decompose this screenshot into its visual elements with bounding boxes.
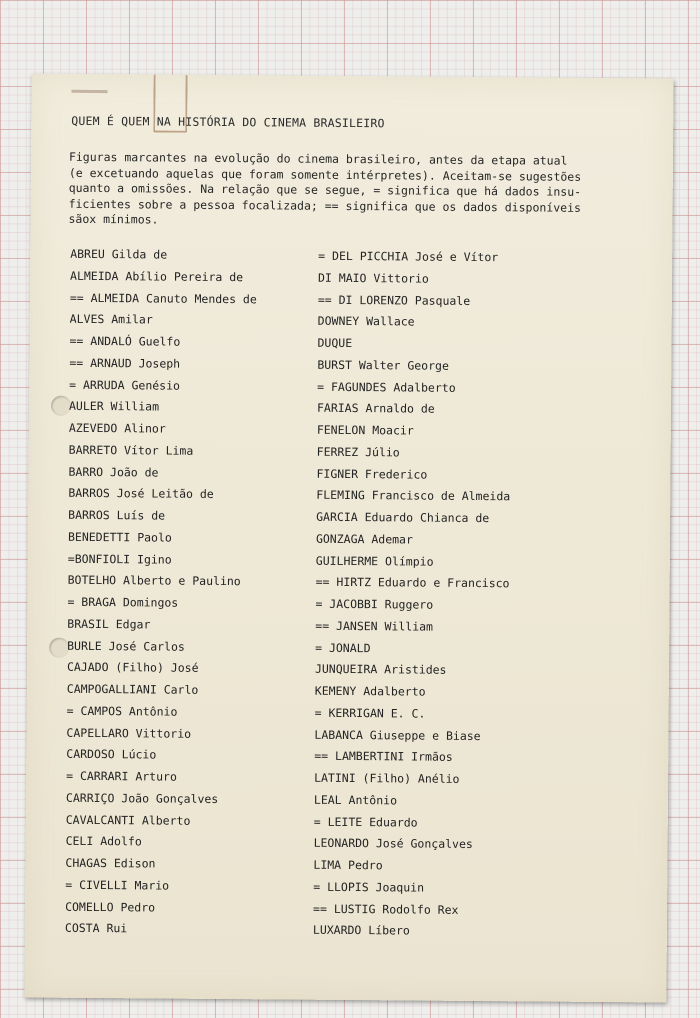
list-item: LEAL Antônio — [313, 792, 398, 808]
rust-stain — [71, 90, 107, 93]
list-item: = JONALD — [315, 640, 371, 655]
list-item: = CAMPOS Antônio — [66, 703, 178, 719]
list-item: FARIAS Arnaldo de — [316, 400, 435, 416]
list-item: == JANSEN William — [315, 618, 434, 634]
list-item: BARRO João de — [68, 464, 159, 480]
list-item: AULER William — [68, 399, 160, 414]
list-item: BOTELHO Alberto e Paulino — [67, 573, 241, 589]
list-item: DUQUE — [317, 335, 353, 351]
list-item: KEMENY Adalberto — [314, 683, 426, 699]
list-item: LABANCA Giuseppe e Biase — [314, 727, 481, 743]
list-item: LIMA Pedro — [313, 857, 383, 873]
list-item: = FAGUNDES Adalberto — [317, 379, 456, 395]
list-item: CARDOSO Lúcio — [66, 747, 157, 762]
list-item: = ARRUDA Genésio — [69, 377, 181, 393]
list-item: BURST Walter George — [317, 357, 449, 373]
list-item: LATINI (Filho) Anélio — [314, 770, 460, 786]
list-item: BENEDETTI Paolo — [67, 529, 172, 545]
list-item: = LEITE Eduardo — [313, 814, 418, 830]
intro-line: quanto a omissões. Na relação que se segue, = significa que há dados insu- — [68, 180, 582, 199]
intro-line: sãox mínimos. — [68, 211, 159, 227]
typed-document-sheet — [24, 73, 673, 1002]
list-item: GARCIA Eduardo Chianca de — [316, 509, 490, 526]
list-item: JUNQUEIRA Aristides — [314, 661, 447, 678]
list-item: = CIVELLI Mario — [65, 877, 170, 893]
list-item: ALVES Amilar — [69, 312, 153, 327]
names-list-right — [313, 246, 512, 944]
list-item: FERREZ Júlio — [316, 444, 400, 460]
list-item: = KERRIGAN E. C. — [314, 705, 426, 721]
document-title: QUEM É QUEM NA HISTÓRIA DO CINEMA BRASILEIRO — [71, 113, 385, 131]
list-item: CELI Adolfo — [65, 834, 142, 849]
list-item: CAJADO (Filho) José — [66, 660, 199, 676]
list-item: BARROS José Leitão de — [68, 486, 214, 502]
list-item: == ANDALÓ Guelfo — [69, 333, 181, 349]
list-item: == ALMEIDA Canuto Mendes de — [69, 290, 257, 306]
list-item: DOWNEY Wallace — [317, 313, 415, 329]
list-item: = JACOBBI Ruggero — [315, 596, 434, 612]
list-item: BARROS Luís de — [68, 507, 166, 523]
list-item: DI MAIO Vittorio — [317, 270, 429, 286]
list-item: BRASIL Edgar — [67, 616, 151, 632]
list-item: LUXARDO Líbero — [312, 922, 410, 938]
list-item: FENELON Moacir — [316, 422, 414, 438]
list-item: = DEL PICCHIA José e Vítor — [318, 248, 499, 265]
list-item: BURLE José Carlos — [67, 638, 185, 654]
list-item: COSTA Rui — [64, 921, 128, 936]
intro-line: ficientes sobre a pessoa focalizada; == significa que os dados disponíveis — [68, 196, 582, 215]
list-item: BARRETO Vítor Lima — [68, 442, 194, 458]
intro-line: (e excetuando aquelas que foram somente intérpretes). Aceitam-se sugestões — [68, 165, 582, 184]
list-item: == ARNAUD Joseph — [69, 355, 181, 371]
list-item: = LLOPIS Joaquin — [313, 879, 425, 895]
list-item: COMELLO Pedro — [65, 899, 156, 914]
list-item: = BRAGA Domingos — [67, 594, 179, 610]
list-item: GONZAGA Ademar — [315, 531, 413, 547]
list-item: == LAMBERTINI Irmãos — [314, 748, 453, 765]
list-item: CAVALCANTI Alberto — [65, 812, 191, 828]
list-item: GUILHERME Olímpio — [315, 553, 434, 569]
list-item: = CARRARI Arturo — [66, 768, 177, 784]
list-item: CAPELLARO Vittorio — [66, 725, 192, 741]
list-item: ABREU Gilda de — [70, 246, 168, 262]
list-item: == DI LORENZO Pasquale — [317, 292, 471, 308]
list-item: ALMEIDA Abílio Pereira de — [69, 268, 244, 284]
intro-paragraph — [68, 150, 649, 232]
list-item: == LUSTIG Rodolfo Rex — [313, 901, 459, 917]
list-item: CAMPOGALLIANI Carlo — [66, 681, 199, 697]
names-list-left — [65, 244, 257, 941]
list-item: FLEMING Francisco de Almeida — [316, 487, 511, 504]
list-item: AZEVEDO Alinor — [68, 420, 166, 436]
list-item: =BONFIOLI Igino — [67, 551, 172, 567]
list-item: == HIRTZ Eduardo e Francisco — [315, 574, 510, 591]
list-item: LEONARDO José Gonçalves — [313, 835, 473, 852]
list-item: CARRIÇO João Gonçalves — [65, 790, 219, 806]
list-item: FIGNER Frederico — [316, 466, 428, 482]
list-item: CHAGAS Edison — [65, 855, 156, 871]
intro-line: Figuras marcantes na evolução do cinema brasileiro, antes da etapa atual — [68, 149, 568, 168]
